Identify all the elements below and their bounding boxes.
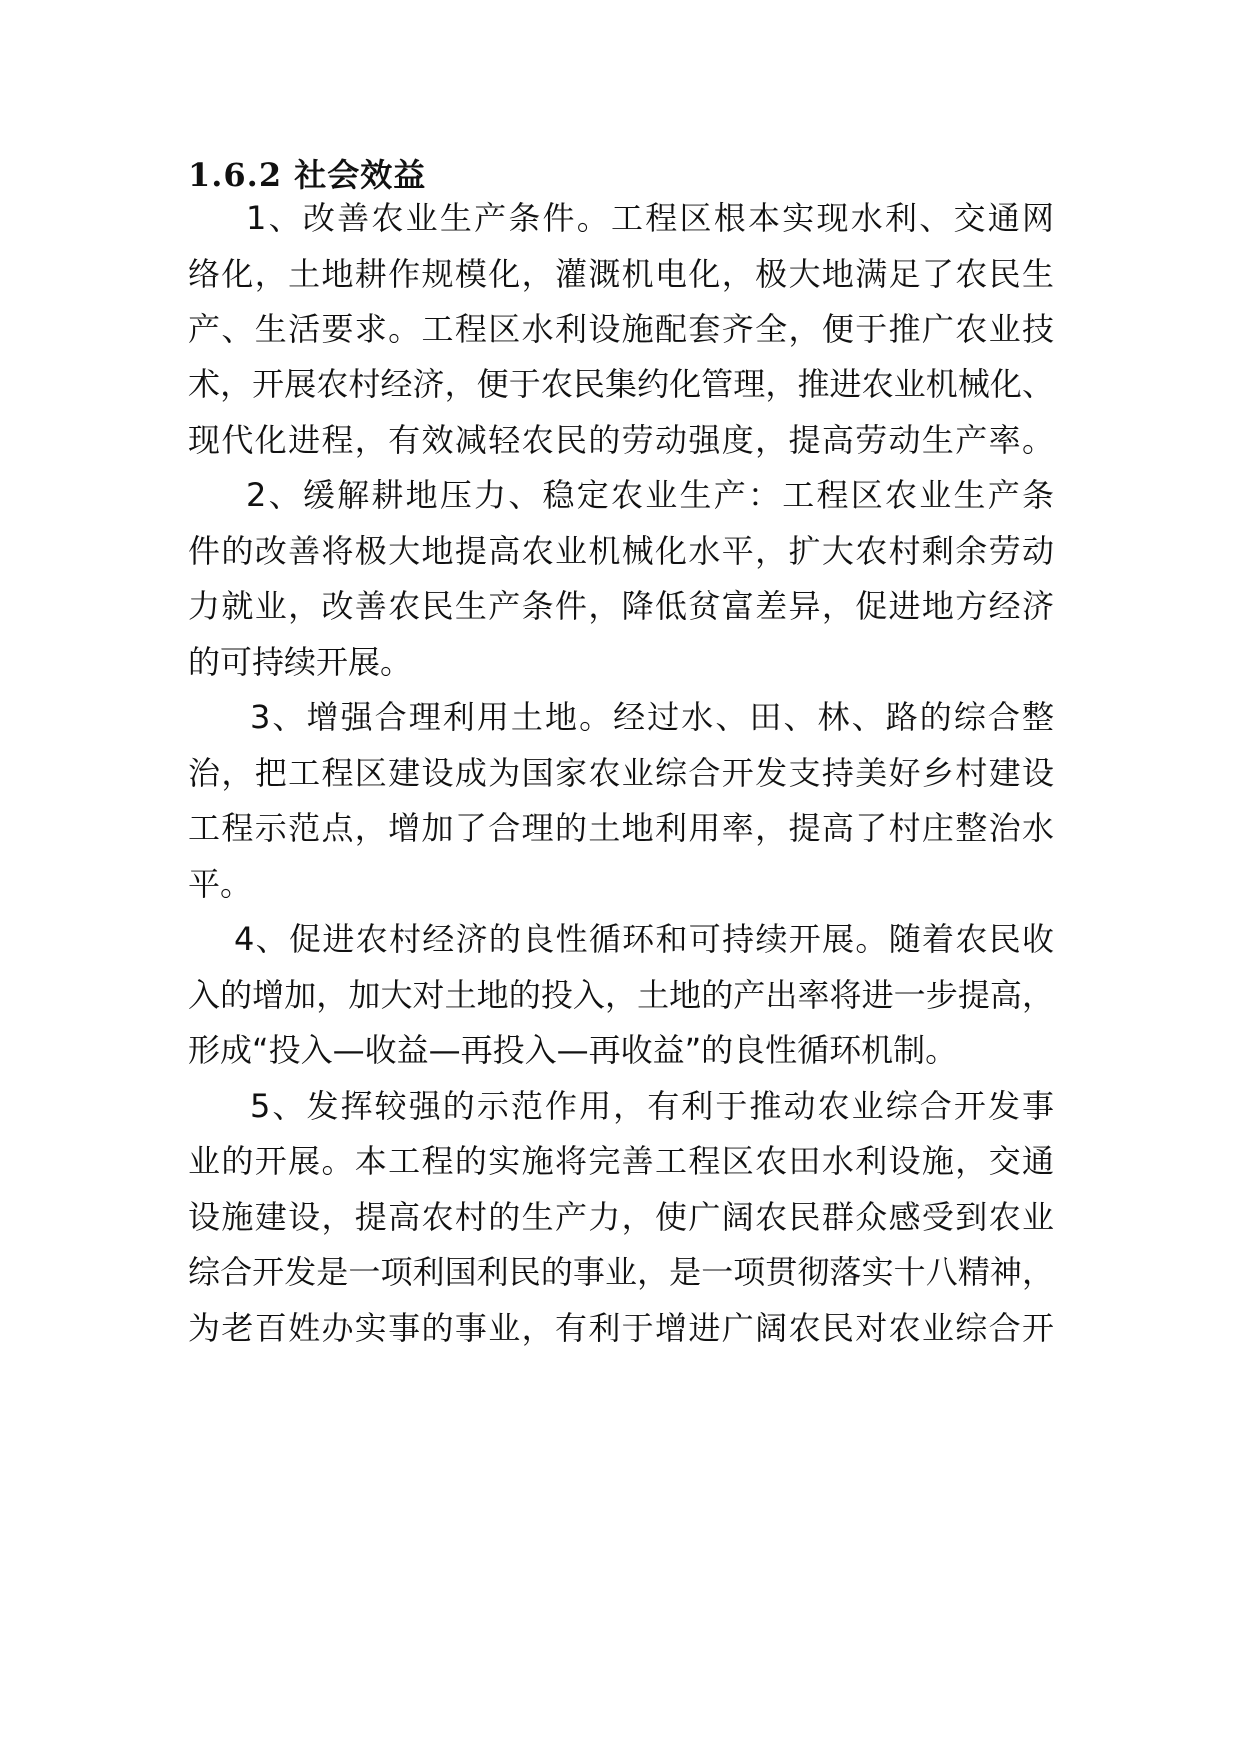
- paragraph-1-line-1: 1、改善农业生产条件。工程区根本实现水利、交通网: [246, 199, 1054, 237]
- paragraph-5-line-5: 为老百姓办实事的事业，有利于增进广阔农民对农业综合开: [188, 1309, 1054, 1347]
- paragraph-1-line-5: 现代化进程，有效减轻农民的劳动强度，提高劳动生产率。: [188, 421, 1054, 459]
- paragraph-3-line-2: 治，把工程区建设成为国家农业综合开发支持美好乡村建设: [188, 754, 1054, 792]
- paragraph-4-line-1: 4、促进农村经济的良性循环和可持续开展。随着农民收: [234, 920, 1054, 958]
- paragraph-1-line-4: 术，开展农村经济，便于农民集约化管理，推进农业机械化、: [188, 365, 1054, 403]
- paragraph-5-line-4: 综合开发是一项利国利民的事业，是一项贯彻落实十八精神，: [188, 1253, 1054, 1291]
- paragraph-2-line-2: 件的改善将极大地提高农业机械化水平，扩大农村剩余劳动: [188, 532, 1054, 570]
- paragraph-2-line-1: 2、缓解耕地压力、稳定农业生产：工程区农业生产条: [246, 476, 1054, 514]
- paragraph-3-line-1: 3、增强合理利用土地。经过水、田、林、路的综合整: [250, 698, 1054, 736]
- paragraph-2-line-3: 力就业，改善农民生产条件，降低贫富差异，促进地方经济: [188, 587, 1054, 625]
- section-heading: 1.6.2 社会效益: [188, 156, 427, 194]
- paragraph-1-line-3: 产、生活要求。工程区水利设施配套齐全，便于推广农业技: [188, 310, 1054, 348]
- paragraph-3-line-4: 平。: [188, 865, 253, 903]
- paragraph-3-line-3: 工程示范点，增加了合理的土地利用率，提高了村庄整治水: [188, 809, 1054, 847]
- paragraph-5-line-1: 5、发挥较强的示范作用，有利于推动农业综合开发事: [250, 1087, 1054, 1125]
- paragraph-4-line-3: 形成“投入—收益—再投入—再收益”的良性循环机制。: [188, 1031, 958, 1069]
- paragraph-4-line-2: 入的增加，加大对土地的投入，土地的产出率将进一步提高，: [188, 976, 1054, 1014]
- paragraph-5-line-3: 设施建设，提高农村的生产力，使广阔农民群众感受到农业: [188, 1198, 1054, 1236]
- paragraph-2-line-4: 的可持续开展。: [188, 643, 413, 681]
- paragraph-5-line-2: 业的开展。本工程的实施将完善工程区农田水利设施，交通: [188, 1142, 1054, 1180]
- paragraph-1-line-2: 络化，土地耕作规模化，灌溉机电化，极大地满足了农民生: [188, 255, 1054, 293]
